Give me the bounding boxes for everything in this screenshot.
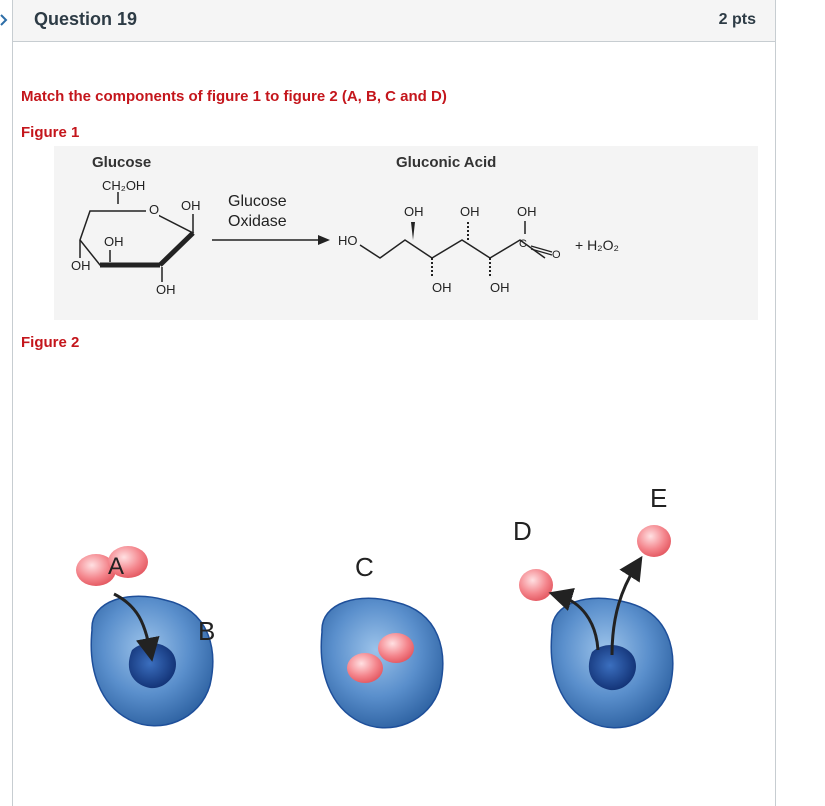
question-points: 2 pts bbox=[718, 11, 756, 28]
glucose-oh-left: OH bbox=[71, 258, 91, 273]
label-b: B bbox=[198, 616, 216, 646]
label-a: A bbox=[108, 553, 125, 580]
gluconic-c: C bbox=[519, 238, 527, 250]
glucose-oh-mid: OH bbox=[104, 234, 124, 249]
gluconic-oh1: OH bbox=[404, 204, 424, 219]
figure-2-label: Figure 2 bbox=[21, 334, 80, 351]
question-title: Question 19 bbox=[34, 9, 138, 29]
label-c: C bbox=[355, 552, 374, 582]
gluconic-name: Gluconic Acid bbox=[396, 154, 497, 171]
figure-1-label: Figure 1 bbox=[21, 124, 80, 141]
label-d: D bbox=[513, 516, 532, 546]
gluconic-ho: HO bbox=[338, 233, 358, 248]
glucose-ch2oh: CH₂OH bbox=[102, 178, 146, 193]
gluconic-oh4: OH bbox=[432, 280, 452, 295]
gluconic-oh2: OH bbox=[460, 204, 480, 219]
enzyme-line1: Glucose bbox=[228, 193, 287, 210]
glucose-name: Glucose bbox=[92, 154, 152, 171]
glucose-oh-bottom: OH bbox=[156, 282, 176, 297]
question-prompt: Match the components of figure 1 to figure 2 (A, B, C and D) bbox=[21, 88, 447, 105]
plus-h2o2: + H₂O₂ bbox=[575, 237, 619, 253]
enzyme-line2: Oxidase bbox=[228, 213, 287, 230]
gluconic-oh5: OH bbox=[490, 280, 510, 295]
product-d bbox=[519, 569, 553, 601]
enzyme-1 bbox=[91, 596, 212, 726]
label-e: E bbox=[650, 483, 668, 513]
gluconic-o: O bbox=[552, 249, 561, 261]
glucose-oh-right: OH bbox=[181, 198, 201, 213]
glucose-ring-o: O bbox=[149, 202, 160, 217]
product-e bbox=[637, 525, 671, 557]
enzyme-2 bbox=[321, 598, 442, 728]
enzyme-3 bbox=[551, 598, 672, 728]
gluconic-oh3: OH bbox=[517, 204, 537, 219]
